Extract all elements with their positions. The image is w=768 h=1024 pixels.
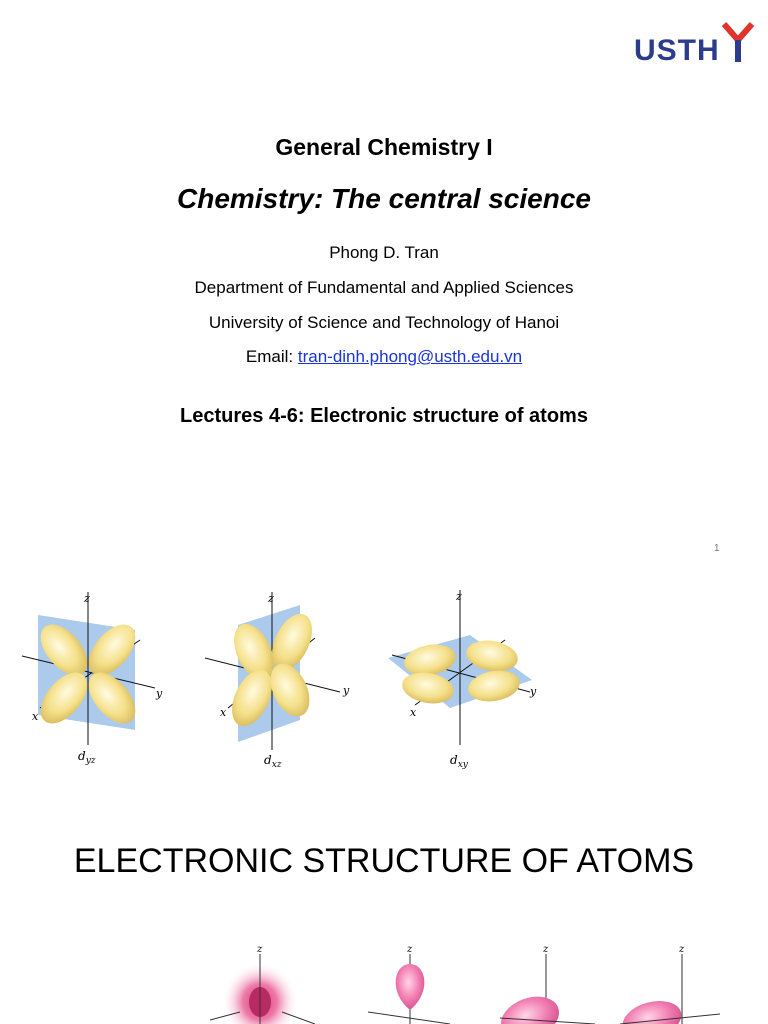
axis-z-label: z bbox=[268, 592, 274, 605]
lecture-title: Lectures 4-6: Electronic structure of atoms bbox=[180, 405, 588, 427]
orbital-label: d bbox=[450, 753, 458, 767]
axis-y-label: y bbox=[530, 685, 537, 698]
orbital-subscript: xz bbox=[271, 760, 282, 770]
pz-orbital bbox=[368, 944, 450, 1024]
usth-logo bbox=[634, 22, 760, 70]
logo-text: USTH bbox=[634, 34, 720, 67]
axis-z-label: z bbox=[84, 592, 90, 605]
orbital-subscript: xy bbox=[457, 760, 468, 770]
axis-z-label: z bbox=[456, 590, 462, 603]
svg-text:dxy bbox=[450, 753, 469, 770]
axis-y-label: y bbox=[156, 687, 163, 700]
page-number: 1 bbox=[714, 543, 720, 554]
px-orbital bbox=[495, 944, 595, 1024]
author-name: Phong D. Tran bbox=[329, 243, 439, 262]
book-title: Chemistry: The central science bbox=[177, 183, 591, 214]
orbital-label: d bbox=[78, 749, 86, 763]
axis-z-label: z bbox=[543, 944, 549, 955]
axis-x-label: x bbox=[410, 706, 417, 719]
d-orbitals-figure bbox=[0, 580, 560, 780]
university: University of Science and Technology of Hanoi bbox=[208, 313, 560, 332]
d-yz-orbital bbox=[22, 592, 163, 766]
email-line bbox=[0, 347, 768, 367]
axis-x-label: x bbox=[220, 706, 227, 719]
email-link[interactable]: tran-dinh.phong@usth.edu.vn bbox=[297, 347, 523, 366]
axis-z-label: z bbox=[679, 944, 685, 955]
s-p-orbitals-figure bbox=[200, 940, 720, 1024]
axis-z-label: z bbox=[407, 944, 413, 955]
svg-text:dyz bbox=[78, 749, 96, 766]
py-orbital bbox=[618, 944, 720, 1024]
orbital-subscript: yz bbox=[85, 756, 96, 766]
axis-y-label: y bbox=[343, 684, 350, 697]
email-label: Email: bbox=[245, 347, 298, 366]
axis-z-label: z bbox=[257, 944, 263, 955]
section-title: ELECTRONIC STRUCTURE OF ATOMS bbox=[73, 842, 695, 880]
logo-mark-icon bbox=[722, 22, 758, 66]
department: Department of Fundamental and Applied Sciences bbox=[194, 278, 574, 297]
course-title: General Chemistry I bbox=[275, 134, 493, 160]
svg-text:dxz bbox=[264, 753, 282, 770]
axis-x-label: x bbox=[32, 710, 39, 723]
d-xy-orbital bbox=[388, 590, 537, 770]
orbital-label: d bbox=[264, 753, 272, 767]
s-orbital bbox=[210, 944, 315, 1024]
d-xz-orbital bbox=[205, 592, 350, 770]
